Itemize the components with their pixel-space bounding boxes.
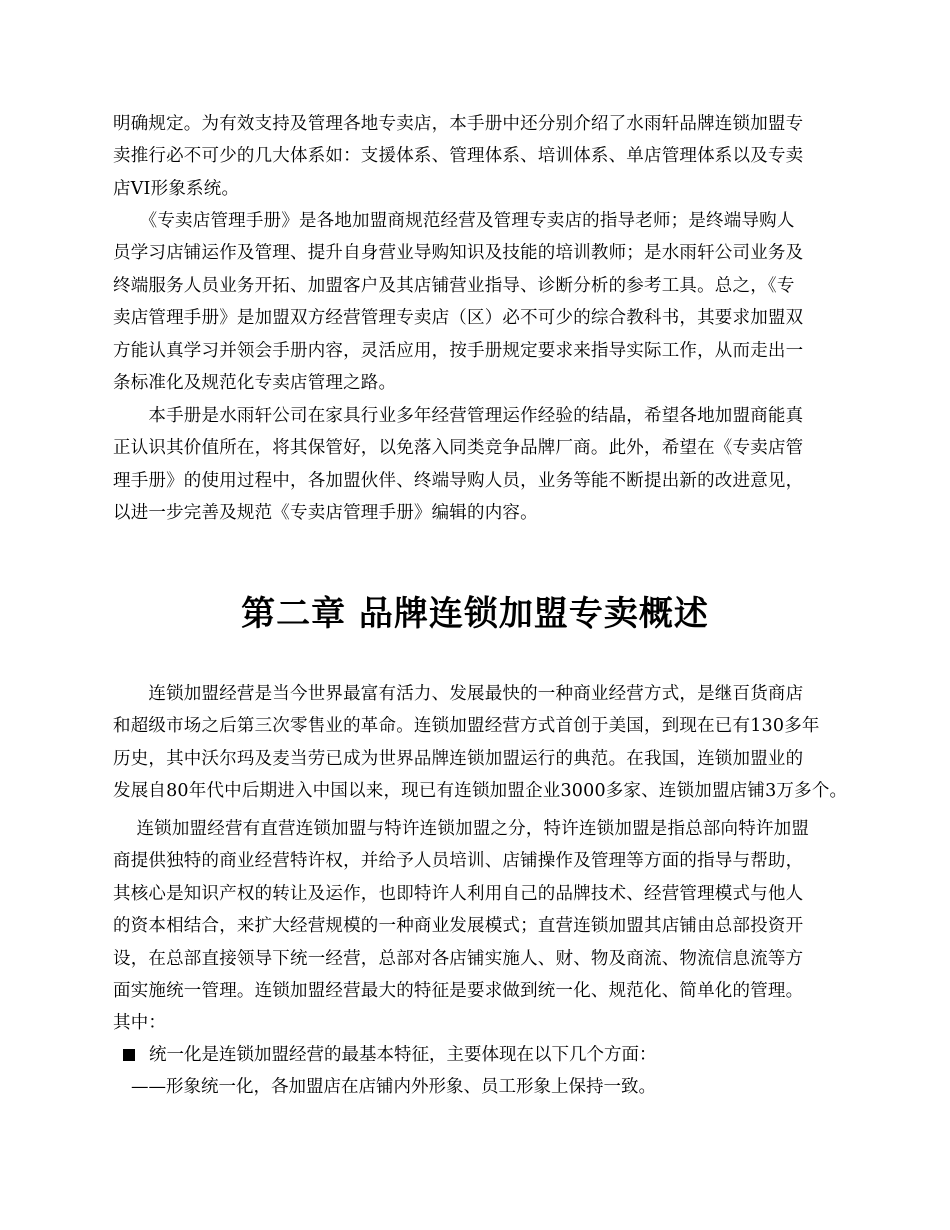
text-line: 商提供独特的商业经营特许权，并给予人员培训、店铺操作及管理等方面的指导与帮助， bbox=[113, 851, 804, 872]
text-line: 《专卖店管理手册》是各地加盟商规范经营及管理专卖店的指导老师；是终端导购人 bbox=[113, 211, 795, 231]
chapter-title: 第二章 品牌连锁加盟专卖概述 bbox=[241, 594, 709, 634]
text-line: 其中： bbox=[113, 1013, 167, 1034]
chapter-paragraph-1 bbox=[113, 678, 858, 808]
text-line: 终端服务人员业务开拓、加盟客户及其店铺营业指导、诊断分析的参考工具。总之，《专 bbox=[113, 275, 795, 296]
intro-paragraph-3 bbox=[113, 400, 858, 530]
text-line: 历史，其中沃尔玛及麦当劳已成为世界品牌连锁加盟运行的典范。在我国，连锁加盟业的 bbox=[113, 748, 804, 769]
text-line: 正认识其价值所在，将其保管好，以免落入同类竞争品牌厂商。此外，希望在《专卖店管 bbox=[113, 438, 804, 459]
square-bullet-icon bbox=[123, 1049, 135, 1061]
bullet-text: 统一化是连锁加盟经营的最基本特征，主要体现在以下几个方面： bbox=[149, 1045, 657, 1065]
text-line: 面实施统一管理。连锁加盟经营最大的特征是要求做到统一化、规范化、简单化的管理。 bbox=[113, 981, 804, 1002]
text-line: 发展自80年代中后期进入中国以来，现已有连锁加盟企业3000多家、连锁加盟店铺3万多个。 bbox=[113, 781, 848, 802]
text-line: 理手册》的使用过程中，各加盟伙伴、终端导购人员，业务等能不断提出新的改进意见， bbox=[113, 470, 804, 491]
chapter-paragraph-2 bbox=[113, 813, 858, 1040]
text-line: 员学习店铺运作及管理、提升自身营业导购知识及技能的培训教师；是水雨轩公司业务及 bbox=[113, 243, 804, 264]
text-line: 连锁加盟经营是当今世界最富有活力、发展最快的一种商业经营方式，是继百货商店 bbox=[113, 684, 804, 704]
text-line: 店VI形象系统。 bbox=[113, 178, 240, 199]
text-line: 的资本相结合，来扩大经营规模的一种商业发展模式；直营连锁加盟其店铺由总部投资开 bbox=[113, 916, 804, 937]
text-line: 卖推行必不可少的几大体系如：支援体系、管理体系、培训体系、单店管理体系以及专卖 bbox=[113, 146, 804, 167]
text-line: 卖店管理手册》是加盟双方经营管理专卖店（区）必不可少的综合教科书，其要求加盟双 bbox=[113, 308, 804, 329]
text-line: 方能认真学习并领会手册内容，灵活应用，按手册规定要求来指导实际工作，从而走出一 bbox=[113, 340, 804, 361]
intro-paragraph-2 bbox=[113, 205, 858, 399]
text-line: 以进一步完善及规范《专卖店管理手册》编辑的内容。 bbox=[113, 503, 538, 524]
text-line: 其核心是知识产权的转让及运作，也即特许人利用自己的品牌技术、经营管理模式与他人 bbox=[113, 883, 804, 904]
dash-item: ——形象统一化，各加盟店在店铺内外形象、员工形象上保持一致。 bbox=[131, 1077, 656, 1097]
text-line: 和超级市场之后第三次零售业的革命。连锁加盟经营方式首创于美国，到现在已有130多年 bbox=[113, 716, 820, 737]
text-line: 条标准化及规范化专卖店管理之路。 bbox=[113, 373, 397, 394]
bullet-item bbox=[123, 1039, 657, 1071]
intro-paragraph-1 bbox=[113, 108, 858, 205]
text-line: 连锁加盟经营有直营连锁加盟与特许连锁加盟之分，特许连锁加盟是指总部向特许加盟 bbox=[113, 819, 810, 839]
text-line: 设，在总部直接领导下统一经营，总部对各店铺实施人、财、物及商流、物流信息流等方 bbox=[113, 948, 804, 969]
text-line: 明确规定。为有效支持及管理各地专卖店，本手册中还分别介绍了水雨轩品牌连锁加盟专 bbox=[113, 114, 804, 134]
text-line: 本手册是水雨轩公司在家具行业多年经营管理运作经验的结晶，希望各地加盟商能真 bbox=[113, 406, 804, 426]
